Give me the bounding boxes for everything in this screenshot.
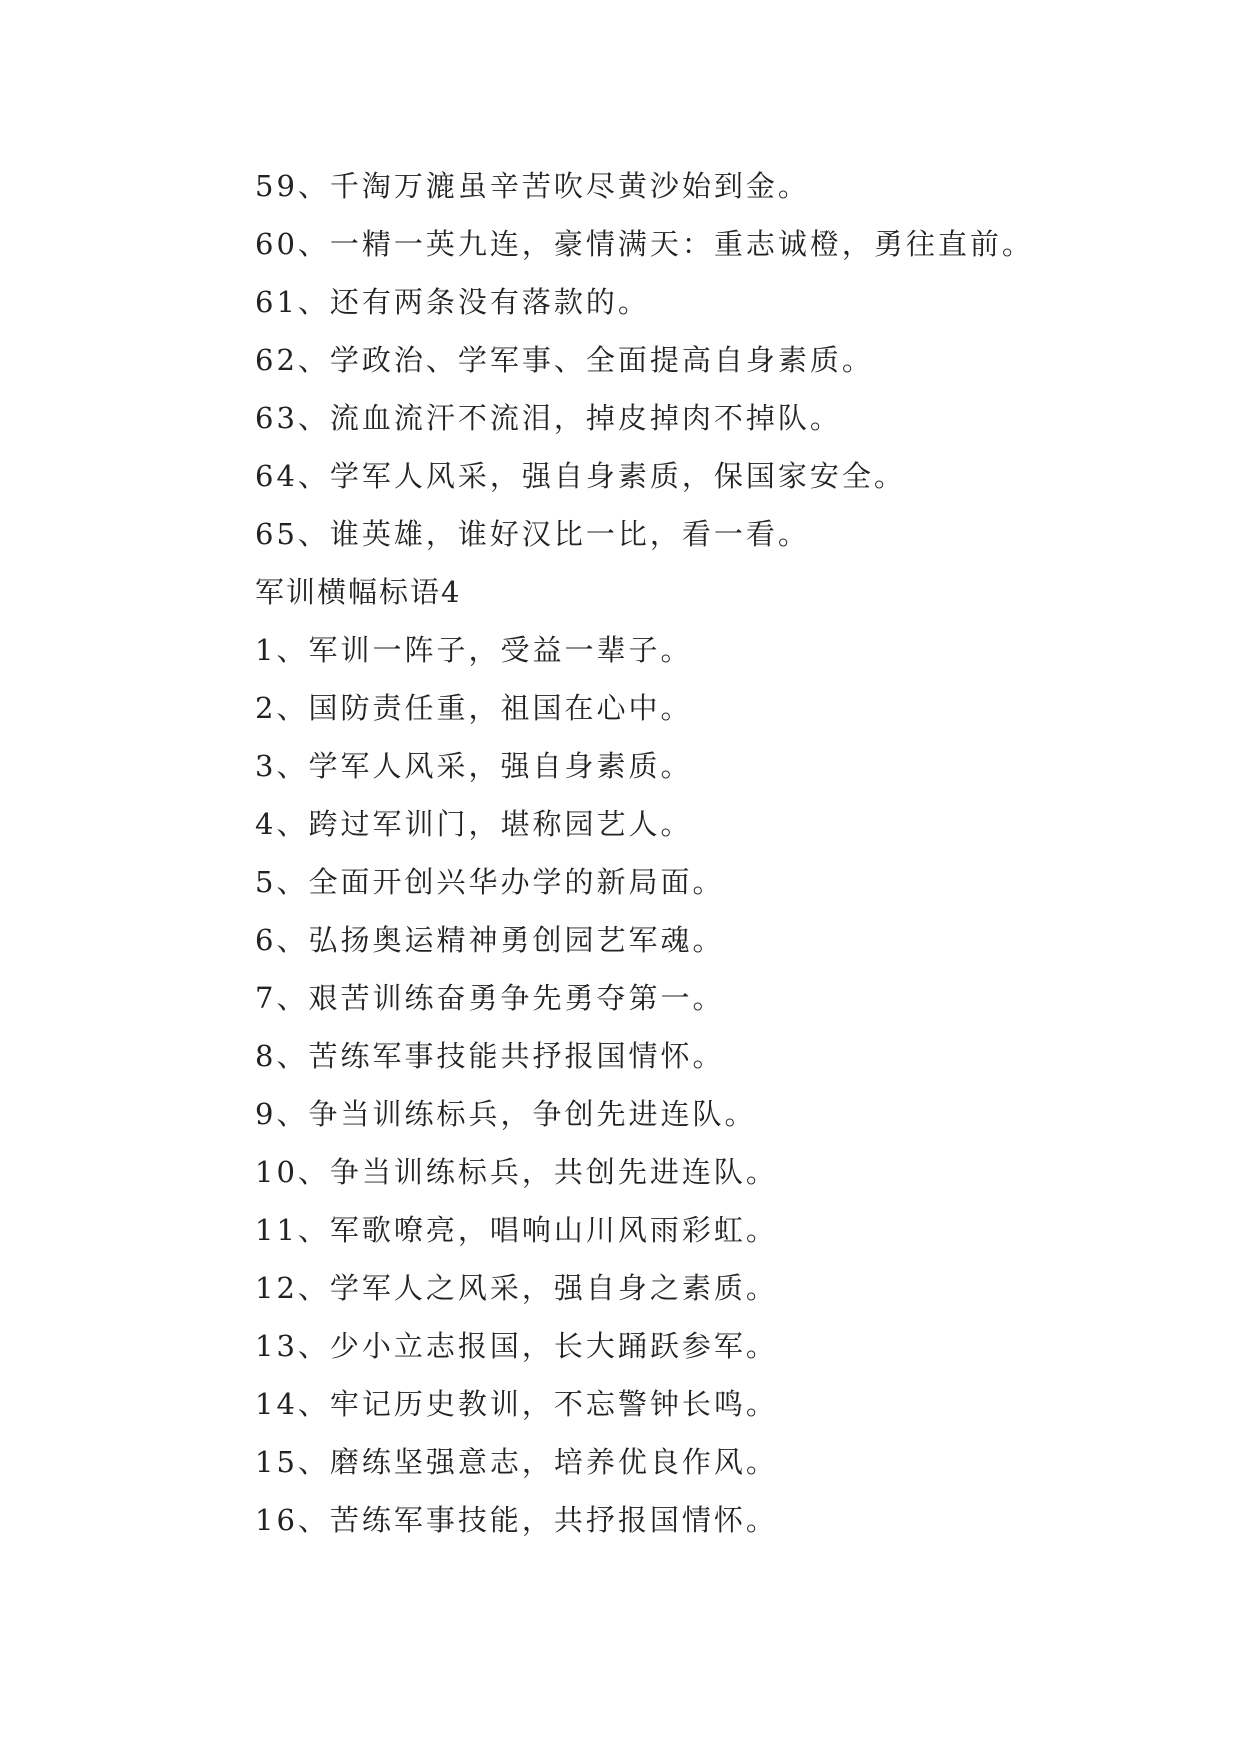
slogan-61: 61、还有两条没有落款的。 [255,285,650,319]
slogan-4: 4、跨过军训门，堪称园艺人。 [255,807,693,841]
slogan-64: 64、学军人风采，强自身素质，保国家安全。 [255,459,906,493]
slogan-13: 13、少小立志报国，长大踊跃参军。 [255,1329,778,1363]
slogan-11: 11、军歌嘹亮，唱响山川风雨彩虹。 [255,1213,778,1247]
slogan-3: 3、学军人风采，强自身素质。 [255,749,693,783]
slogan-8: 8、苦练军事技能共抒报国情怀。 [255,1039,725,1073]
slogan-63: 63、流血流汗不流泪，掉皮掉肉不掉队。 [255,401,842,435]
slogan-62: 62、学政治、学军事、全面提高自身素质。 [255,343,874,377]
slogan-5: 5、全面开创兴华办学的新局面。 [255,865,725,899]
section-heading: 军训横幅标语4 [255,575,462,609]
slogan-65: 65、谁英雄，谁好汉比一比，看一看。 [255,517,810,551]
slogan-2: 2、国防责任重，祖国在心中。 [255,691,693,725]
slogan-12: 12、学军人之风采，强自身之素质。 [255,1271,778,1305]
slogan-9: 9、争当训练标兵，争创先进连队。 [255,1097,757,1131]
slogan-15: 15、磨练坚强意志，培养优良作风。 [255,1445,778,1479]
slogan-16: 16、苦练军事技能，共抒报国情怀。 [255,1503,778,1537]
slogan-14: 14、牢记历史教训，不忘警钟长鸣。 [255,1387,778,1421]
slogan-60: 60、一精一英九连，豪情满天：重志诚橙，勇往直前。 [255,227,1034,261]
slogan-10: 10、争当训练标兵，共创先进连队。 [255,1155,778,1189]
slogan-7: 7、艰苦训练奋勇争先勇夺第一。 [255,981,725,1015]
slogan-6: 6、弘扬奥运精神勇创园艺军魂。 [255,923,725,957]
slogan-59: 59、千淘万漉虽辛苦吹尽黄沙始到金。 [255,169,810,203]
slogan-1: 1、军训一阵子，受益一辈子。 [255,633,693,667]
document-body [255,157,1195,1549]
